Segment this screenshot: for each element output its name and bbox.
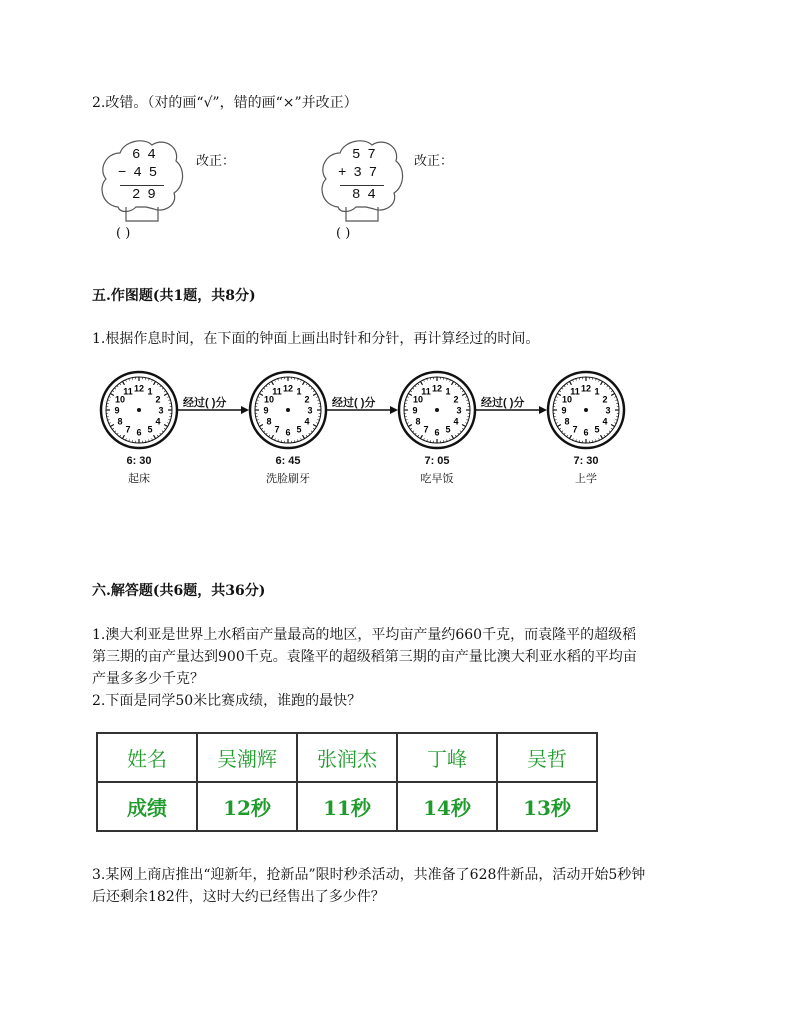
clock-number: 3	[456, 405, 462, 416]
section-6-q1-line-2: 第三期的亩产量达到900千克。袁隆平的超级稻第三期的亩产量比澳大利亚水稻的平均亩	[92, 649, 637, 665]
clock-number: 10	[561, 394, 572, 405]
tree-2-operand: +37	[338, 165, 385, 181]
table-cell: 姓名	[97, 733, 197, 782]
elapsed-label-2[interactable]: 经过( )分	[332, 397, 376, 409]
clock-number: 12	[133, 383, 145, 394]
clock-number: 3	[605, 405, 611, 416]
clock-number: 7	[125, 424, 131, 435]
clock-number: 7	[423, 424, 429, 435]
clock-number: 8	[266, 416, 272, 427]
tree-1	[96, 135, 186, 245]
clock-number: 5	[445, 424, 451, 435]
table-cell: 12秒	[197, 782, 297, 831]
section-6-q1-line-1: 1.澳大利亚是世界上水稻亩产量最高的地区，平均亩产量约660千克，而袁隆平的超级稻	[92, 627, 637, 643]
clock-number: 12	[431, 383, 443, 394]
clock-number: 4	[602, 416, 608, 427]
clock-number: 4	[304, 416, 310, 427]
clock-number: 10	[114, 394, 125, 405]
clock-number: 6	[136, 427, 142, 438]
clock-number: 12	[282, 383, 294, 394]
arrow-head-icon	[390, 406, 398, 414]
clock-number: 7	[274, 424, 280, 435]
clock-number: 10	[263, 394, 274, 405]
tree-1-result: 29	[132, 187, 163, 203]
clock-number: 9	[263, 405, 269, 416]
clock-number: 8	[415, 416, 421, 427]
table-cell: 丁峰	[397, 733, 497, 782]
clock-number: 4	[155, 416, 161, 427]
table-cell: 张润杰	[297, 733, 397, 782]
clock-number: 11	[570, 386, 580, 397]
clock-number: 9	[561, 405, 567, 416]
clock-number: 2	[453, 394, 459, 405]
clock-number: 8	[117, 416, 123, 427]
clock-2-time: 6: 45	[275, 455, 301, 467]
correction-label-2: 改正：	[414, 154, 454, 169]
table-cell: 成绩	[97, 782, 197, 831]
table-cell: 11秒	[297, 782, 397, 831]
tree-1-answer-paren[interactable]: ( )	[116, 226, 131, 241]
clock-number: 1	[147, 386, 153, 397]
clock-face-2[interactable]	[250, 372, 326, 448]
race-results-table	[96, 732, 598, 832]
clock-3-activity: 吃早饭	[420, 473, 454, 485]
clock-number: 11	[421, 386, 431, 397]
clock-number: 1	[594, 386, 600, 397]
clock-4-activity: 上学	[575, 473, 597, 485]
correction-label-1: 改正：	[196, 154, 236, 169]
clock-face-1[interactable]	[101, 372, 177, 448]
clock-number: 2	[602, 394, 608, 405]
clock-number: 11	[123, 386, 133, 397]
clock-number: 3	[158, 405, 164, 416]
arrow-head-icon	[539, 406, 547, 414]
table-cell: 13秒	[497, 782, 597, 831]
clock-number: 8	[564, 416, 570, 427]
section-6-q2: 2.下面是同学50米比赛成绩，谁跑的最快？	[92, 693, 362, 709]
clock-center-dot	[286, 408, 290, 412]
tree-2-result: 84	[352, 187, 383, 203]
clock-number: 4	[453, 416, 459, 427]
clock-number: 3	[307, 405, 313, 416]
clock-number: 11	[272, 386, 282, 397]
tree-2-rule	[340, 185, 384, 186]
clock-number: 6	[583, 427, 589, 438]
clock-number: 6	[285, 427, 291, 438]
clock-number: 5	[147, 424, 153, 435]
clock-number: 10	[412, 394, 423, 405]
clock-2-activity: 洗脸刷牙	[266, 473, 310, 485]
clock-center-dot	[584, 408, 588, 412]
clock-face-4[interactable]	[548, 372, 624, 448]
clock-diagram	[95, 368, 635, 458]
clock-number: 2	[155, 394, 161, 405]
clock-face-3[interactable]	[399, 372, 475, 448]
clock-number: 5	[594, 424, 600, 435]
clock-number: 5	[296, 424, 302, 435]
table-cell: 吴哲	[497, 733, 597, 782]
table-cell: 14秒	[397, 782, 497, 831]
clock-number: 12	[580, 383, 592, 394]
elapsed-label-3[interactable]: 经过( )分	[481, 397, 525, 409]
section-5-heading: 五.作图题(共1题，共8分)	[92, 288, 256, 304]
clock-number: 1	[296, 386, 302, 397]
clock-4-time: 7: 30	[573, 455, 599, 467]
clock-3-time: 7: 05	[424, 455, 450, 467]
clock-number: 9	[412, 405, 418, 416]
arrow-head-icon	[241, 406, 249, 414]
section-6-q3-line-2: 后还剩余182件，这时大约已经售出了多少件？	[92, 889, 385, 905]
table-row	[97, 782, 597, 831]
clock-number: 9	[114, 405, 120, 416]
tree-2-top-number: 57	[352, 147, 383, 163]
section-6-heading: 六.解答题(共6题，共36分)	[92, 583, 266, 599]
tree-1-top-number: 64	[132, 147, 163, 163]
clock-number: 6	[434, 427, 440, 438]
clock-1-activity: 起床	[128, 473, 150, 485]
clock-center-dot	[435, 408, 439, 412]
elapsed-label-1[interactable]: 经过( )分	[183, 397, 227, 409]
tree-2	[316, 135, 406, 245]
question-2-title: 2.改错。（对的画“√”，错的画“×”并改正）	[92, 95, 358, 111]
clock-number: 7	[572, 424, 578, 435]
table-row	[97, 733, 597, 782]
section-5-question-1: 1.根据作息时间，在下面的钟面上画出时针和分针，再计算经过的时间。	[92, 331, 540, 347]
section-6-q1-line-3: 产量多多少千克？	[92, 671, 204, 687]
tree-1-rule	[120, 185, 164, 186]
clock-center-dot	[137, 408, 141, 412]
table-cell: 吴潮辉	[197, 733, 297, 782]
clock-1-time: 6: 30	[126, 455, 152, 467]
clock-number: 1	[445, 386, 451, 397]
tree-1-operand: −45	[118, 165, 165, 181]
tree-2-answer-paren[interactable]: ( )	[336, 226, 351, 241]
clock-number: 2	[304, 394, 310, 405]
section-6-q3-line-1: 3.某网上商店推出“迎新年，抢新品”限时秒杀活动，共准备了628件新品，活动开始5秒钟	[92, 867, 646, 883]
